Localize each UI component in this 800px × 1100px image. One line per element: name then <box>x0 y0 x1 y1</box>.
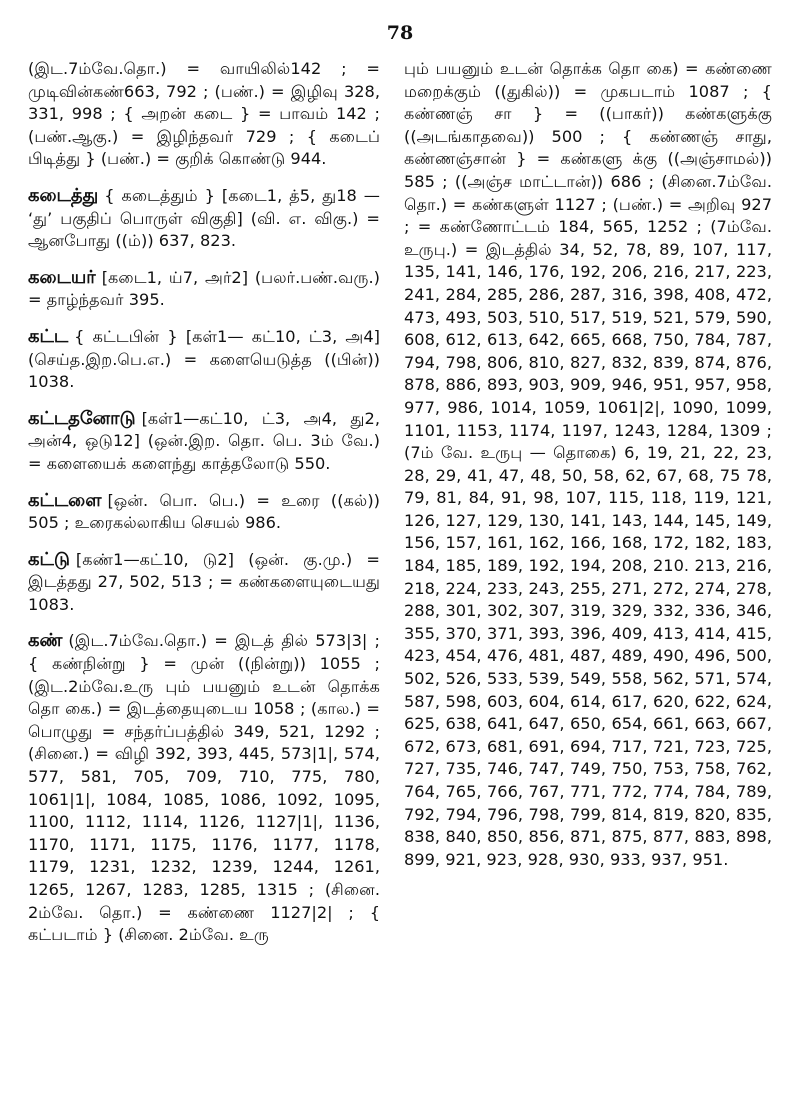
entry-continuation <box>404 58 772 871</box>
entry-text: { கடைத்தும் } [கடை1, த்5, து18 — ‘து’ பகுதிப் பொருள் விகுதி] (வி. எ. விகு.) = ஆனபோது ((ம்)) 637, 823. <box>28 185 380 251</box>
dictionary-entry <box>28 326 380 394</box>
entry-headword: கட்டதனோடு <box>28 407 136 429</box>
dictionary-entry <box>28 408 380 476</box>
dictionary-entry <box>28 630 380 946</box>
entry-headword: கட்ட <box>28 325 69 347</box>
entry-text: [கடை1, ய்7, அர்2] (பலர்.பண்.வரு.) = தாழ்ந்தவர் 395. <box>28 267 380 310</box>
page-number: 78 <box>386 22 414 44</box>
dictionary-entry <box>28 185 380 253</box>
entry-headword: கடைத்து <box>28 184 99 206</box>
entry-text: (இட.7ம்வே.தொ.) = இடத் தில் 573|3| ; { கண்நின்று } = முன் ((நின்று)) 1055 ; (இட.2ம்வே.உரு பும் பயனும் உடன் தொக்க தொ கை.) = இடத்தையுடைய 1058 ; (கால.) = பொழுது = சந்தர்ப்பத்தில் 349, 521, 1292 ; (சினை.) = விழி 392, 393, 445, 573|1|, 574, 577, 581, 705, 709, 710, 775, 780, 1061|1|, 1084, 1085, 1086, 1092, 1095, 1100, 1112, 1114, 1126, 1127|1|, 1136, 1170, 1171, 1175, 1176, 1177, 1178, 1179, 1231, 1232, 1239, 1244, 1261, 1265, 1267, 1283, 1285, 1315 ; (சினை. 2ம்வே. தொ.) = கண்ணை 1127|2| ; { கட்படாம் } (சினை. 2ம்வே. உரு <box>28 631 380 945</box>
entry-headword: கட்டு <box>28 548 70 570</box>
entry-text: [கண்1—கட்10, டு2] (ஒன். கு.மு.) = இடத்தது 27, 502, 513 ; = கண்களையுடையது 1083. <box>28 549 380 614</box>
dictionary-entry <box>28 490 380 535</box>
entry-text: { கட்டபின் } [கள்1— கட்10, ட்3, அ4] (செய்த.இற.பெ.எ.) = களையெடுத்த ((பின்)) 1038. <box>28 326 380 392</box>
left-column <box>28 58 380 947</box>
dictionary-entry <box>28 549 380 617</box>
entry-headword: கட்டளை <box>28 489 102 511</box>
entry-continuation <box>28 58 380 171</box>
entry-text: [கள்1—கட்10, ட்3, அ4, து2, அன்4, ஒடு12] (ஒன்.இற. தொ. பெ. 3ம் வே.) = களையைக் களைந்து காத்தலோடு 550. <box>28 408 380 473</box>
entry-headword: கடையர் <box>28 266 96 288</box>
entry-text: பும் பயனும் உடன் தொக்க தொ கை) = கண்ணை மறைக்கும் ((துகில்)) = முகபடாம் 1087 ; { கண்ணஞ் சா } = ((பாகர்)) கண்களுக்கு ((அடங்காதவை)) 500 ; { கண்ணஞ் சாது, கண்ணஞ்சான் } = கண்களு க்கு ((அஞ்சாமல்)) 585 ; ((அஞ்ச மாட்டான்)) 686 ; (சினை.7ம்வே. தொ.) = கண்களுள் 1127 ; (பண்.) = அறிவு 927 ; = கண்ணோட்டம் 184, 565, 1252 ; (7ம்வே. உருபு.) = இடத்தில் 34, 52, 78, 89, 107, 117, 135, 141, 146, 176, 192, 206, 216, 217, 223, 241, 284, 285, 286, 287, 316, 398, 408, 472, 473, 493, 503, 510, 517, 519, 521, 579, 590, 608, 612, 613, 642, 665, 668, 750, 784, 787, 794, 798, 806, 810, 827, 832, 839, 874, 876, 878, 886, 893, 903, 909, 946, 951, 957, 958, 977, 986, 1014, 1059, 1061|2|, 1090, 1099, 1101, 1153, 1174, 1197, 1243, 1284, 1309 ; (7ம் வே. உருபு — தொகை) 6, 19, 21, 22, 23, 28, 29, 41, 47, 48, 50, 58, 62, 67, 68, 75 78, 79, 81, 84, 91, 98, 107, 115, 118, 119, 121, 126, 127, 129, 130, 141, 143, 144, 145, 149, 156, 157, 161, 162, 166, 168, 172, 182, 183, 184, 185, 189, 192, 194, 208, 210. 213, 216, 218, 224, 233, 243, 255, 271, 272, 274, 278, 288, 301, 302, 307, 319, 329, 332, 336, 346, 355, 370, 371, 393, 396, 409, 413, 414, 415, 423, 454, 476, 481, 487, 489, 490, 496, 500, 502, 526, 533, 539, 549, 558, 562, 571, 574, 587, 598, 603, 604, 614, 617, 620, 622, 624, 625, 638, 641, 647, 650, 654, 661, 663, 667, 672, 673, 681, 691, 694, 717, 721, 723, 725, 727, 735, 746, 747, 749, 750, 753, 758, 762, 764, 765, 766, 767, 771, 772, 774, 784, 789, 792, 794, 796, 798, 799, 814, 819, 820, 835, 838, 840, 850, 856, 871, 875, 877, 883, 898, 899, 921, 923, 928, 930, 933, 937, 951. <box>404 59 772 869</box>
right-column <box>404 58 772 871</box>
entry-text: (இட.7ம்வே.தொ.) = வாயிலில்142 ; = முடிவின்கண்663, 792 ; (பண்.) = இழிவு 328, 331, 998 ; { அறன் கடை } = பாவம் 142 ; (பண்.ஆகு.) = இழிந்தவர் 729 ; { கடைப் பிடித்து } (பண்.) = குறிக் கொண்டு 944. <box>28 59 380 169</box>
dictionary-entry <box>28 267 380 312</box>
entry-text: [ஒன். பொ. பெ.) = உரை ((கல்)) 505 ; உரைகல்லாகிய செயல் 986. <box>28 490 380 533</box>
entry-headword: கண் <box>28 630 63 652</box>
